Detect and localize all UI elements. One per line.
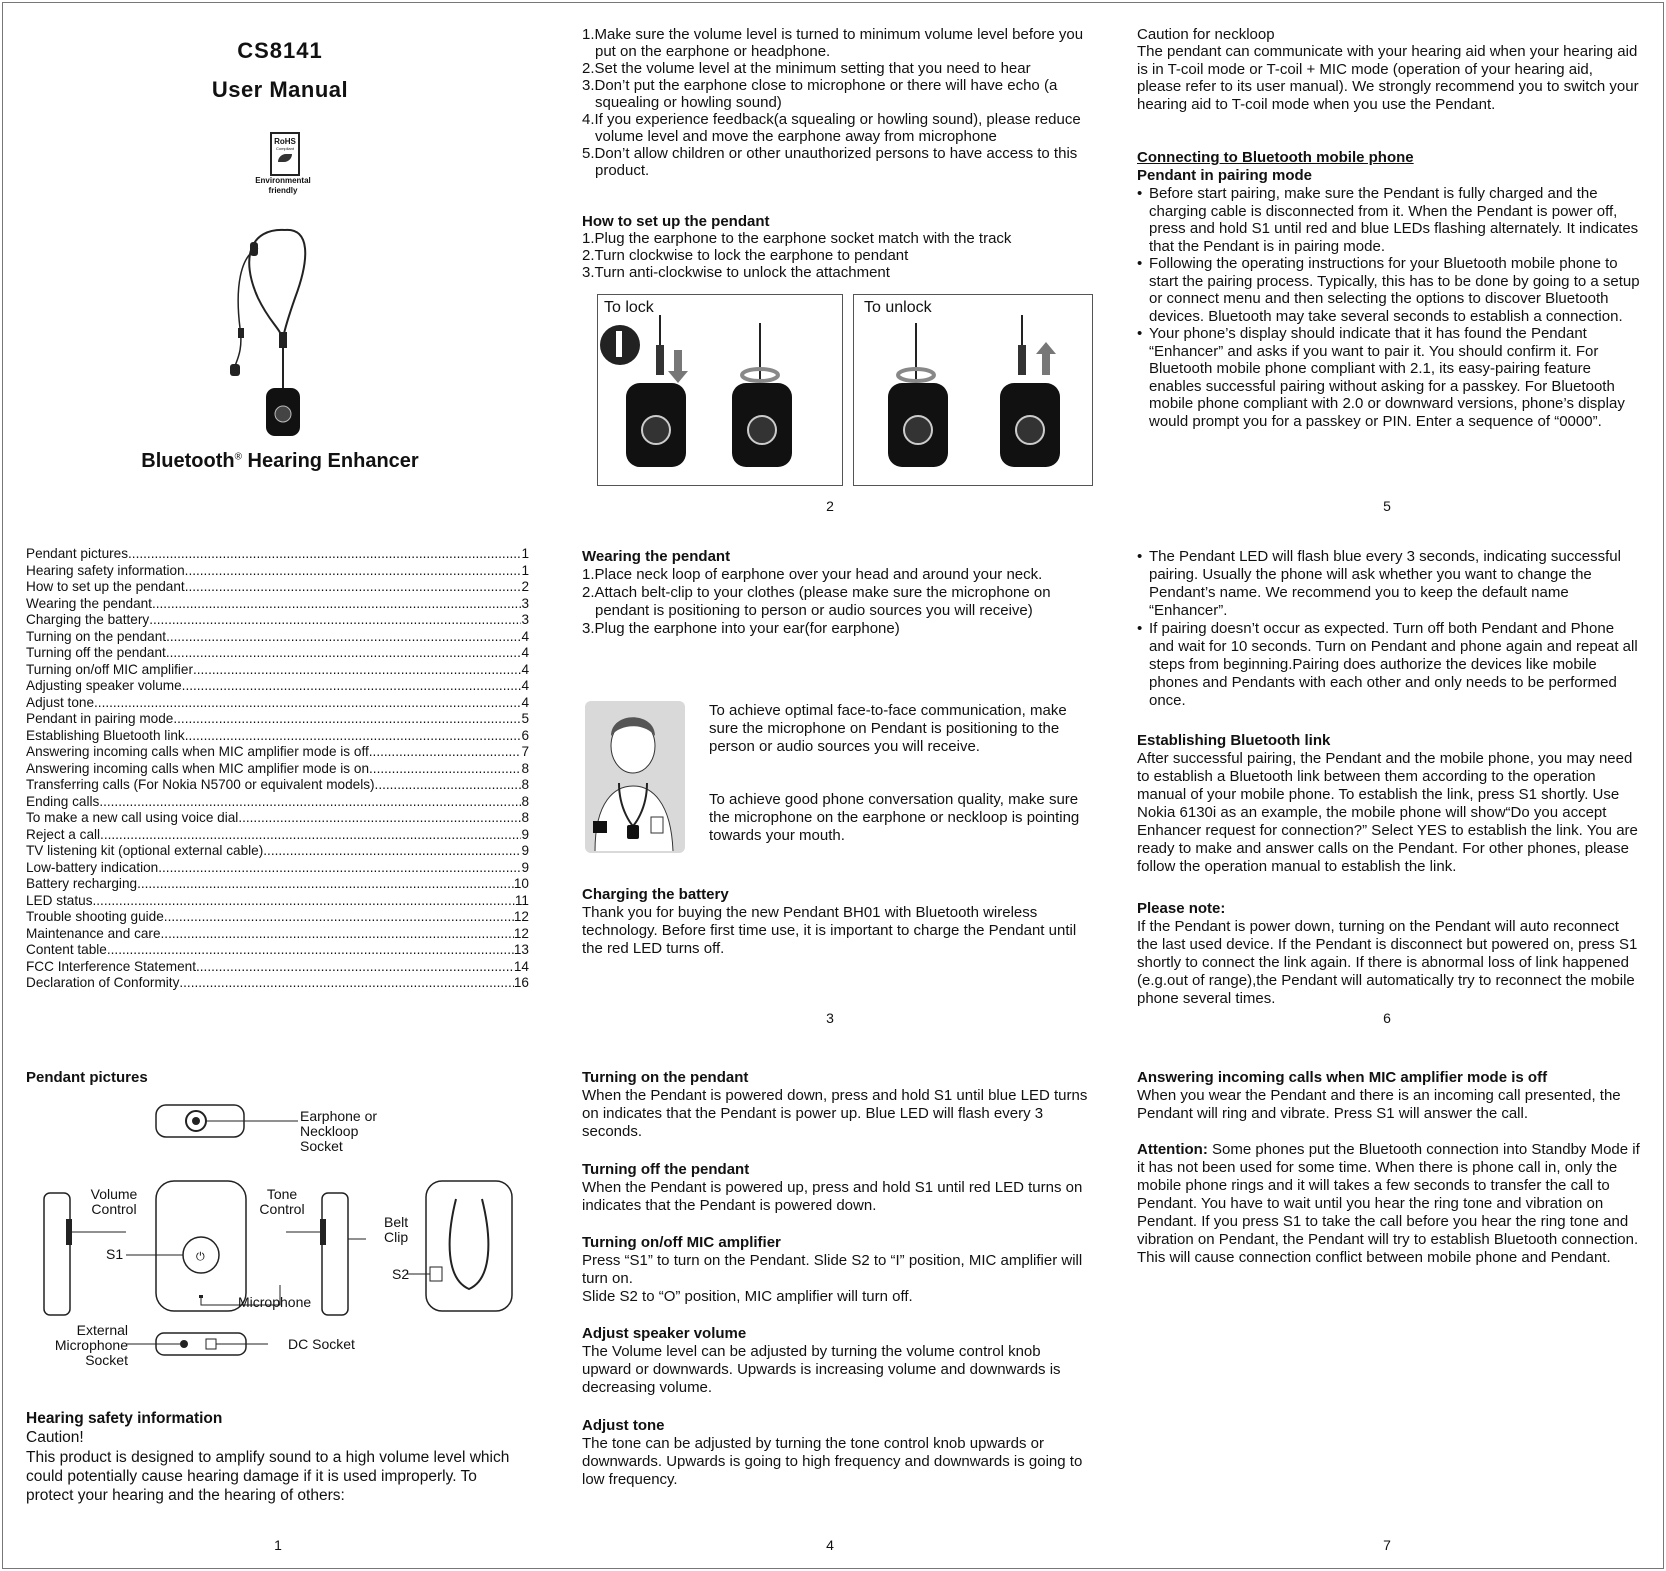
- external-mic-label: External Microphone Socket: [54, 1322, 128, 1368]
- toc-entry-label: Charging the battery: [26, 612, 150, 627]
- toc-entry-page: 16: [513, 975, 529, 990]
- safety-heading: Hearing safety information: [26, 1410, 223, 1427]
- s2-label: S2: [392, 1266, 410, 1282]
- list-item: 3.Turn anti-clockwise to unlock the attachment: [582, 264, 890, 281]
- toc-entry-label: Transferring calls (For Nokia N5700 or equivalent models): [26, 777, 375, 792]
- toc-entry-label: Trouble shooting guide: [26, 909, 164, 924]
- toc-entry: [26, 728, 529, 745]
- toc-entry: [26, 612, 529, 629]
- page-number: 6: [1383, 1010, 1391, 1026]
- toc-entry-page: 13: [513, 942, 529, 957]
- toc-leader: [161, 926, 514, 943]
- toc-leader: [238, 810, 521, 827]
- manual-title: User Manual: [211, 77, 349, 102]
- caution-text: The pendant can communicate with your hearing aid when your hearing aid is in T-coil mode or T-coil + MIC mode (operation of your hearing aid, please refer to its user manual). We strongly recommend you to switch your hearing aid to T-coil mode when you use the Pendant.: [1137, 43, 1639, 113]
- toc-entry: [26, 959, 529, 976]
- toc-entry-page: 12: [513, 909, 529, 924]
- page-number: 3: [826, 1010, 834, 1026]
- toc-entry-label: Answering incoming calls when MIC amplifier mode is off: [26, 744, 369, 759]
- toc-entry-label: LED status: [26, 892, 93, 908]
- charging-text: Thank you for buying the new Pendant BH01 with Bluetooth wireless technology. Before first time use, it is important to charge the Pendant until the red LED turns off.: [582, 904, 1077, 957]
- toc-leader: [263, 843, 521, 860]
- toc-entry: [26, 579, 529, 596]
- svg-text:⏻: ⏻: [196, 1251, 205, 1263]
- toc-leader: [107, 942, 514, 959]
- pairing-heading: Pendant in pairing mode: [1137, 167, 1313, 184]
- toc-entry: [26, 843, 529, 860]
- toc-entry-page: 4: [521, 661, 529, 677]
- toc-entry: [26, 942, 529, 959]
- toc-entry-page: 9: [521, 826, 529, 842]
- toc-entry: [26, 893, 529, 910]
- friendly-label: friendly: [268, 186, 298, 195]
- toc-entry-label: Hearing safety information: [26, 562, 185, 578]
- pairing-result-list: [1137, 548, 1641, 710]
- toc-entry: [26, 827, 529, 844]
- to-lock-label: To lock: [604, 299, 654, 316]
- charging-heading: Charging the battery: [582, 886, 729, 903]
- pendant-diagram: [26, 1089, 536, 1359]
- toc-leader: [93, 893, 515, 910]
- volume-control-label: Volume Control: [90, 1186, 138, 1217]
- microphone-label: Microphone: [238, 1294, 312, 1310]
- toc-entry-page: 3: [521, 612, 529, 627]
- on-text: When the Pendant is powered down, press and hold S1 until blue LED turns on indicates that the Pendant is power up. Blue LED will flash every 3 seconds.: [582, 1087, 1088, 1140]
- toc-entry-page: 8: [521, 793, 529, 809]
- toc-entry: [26, 909, 529, 926]
- toc-entry-label: Maintenance and care: [26, 925, 161, 941]
- list-item: • Before start pairing, make sure the Pendant is fully charged and the charging cable is disconnected from it. When the Pendant is power off, press and hold S1 until red and blue LEDs flashing alternately. It indicates that the Pendant is in pairing mode.: [1137, 185, 1641, 255]
- cover-panel: [20, 20, 540, 500]
- page-7: [1137, 1069, 1641, 1559]
- toc-entry-label: Turning off the pendant: [26, 645, 166, 660]
- list-item: • If pairing doesn’t occur as expected. Turn off both Pendant and Phone and wait for 10 seconds. Turn on Pendant and phone again and repeat all steps from beginning.Pairing does authorize the devices like mobile phones and Pendants with each other and only needs to be performed once.: [1137, 620, 1641, 710]
- toc-entry-page: 2: [521, 579, 529, 594]
- tone-text: The tone can be adjusted by turning the tone control knob upwards or downwards. Upwards is going to high frequency and downwards is going to low frequency.: [582, 1435, 1083, 1488]
- list-item: 2.Set the volume level at the minimum setting that you need to hear: [582, 60, 1031, 77]
- toc-leader: [369, 761, 521, 778]
- hearing-enhancer-illustration: [210, 218, 340, 463]
- tone-control-label: Tone Control: [259, 1186, 305, 1217]
- toc-leader: [99, 794, 521, 811]
- toc-entry: [26, 678, 529, 695]
- toc-entry: [26, 662, 529, 679]
- toc-entry-page: 4: [521, 678, 529, 693]
- toc-entry-label: Answering incoming calls when MIC amplifier mode is on: [26, 760, 370, 776]
- toc-leader: [158, 860, 521, 877]
- toc-leader: [369, 744, 522, 761]
- safety-text: This product is designed to amplify sound to a high volume level which could potentially cause hearing damage if it is used improperly. To protect your hearing and the hearing of others:: [26, 1449, 510, 1504]
- pairing-list: [1137, 185, 1641, 430]
- toc-entry: [26, 711, 529, 728]
- safety-list: [582, 26, 1090, 179]
- page-number: 2: [826, 498, 834, 514]
- toc-entry-page: 12: [513, 925, 529, 941]
- list-item: 5.Don’t allow children or other unauthorized persons to have access to this product.: [582, 145, 1078, 179]
- page-number: 7: [1383, 1537, 1391, 1553]
- page-number: 5: [1383, 498, 1391, 514]
- toc-entry-label: TV listening kit (optional external cable): [26, 843, 264, 858]
- unlock-diagram: [853, 294, 1093, 486]
- unlock-steps-illustration: [854, 295, 1092, 485]
- toc-entry-label: Turning on the pendant: [26, 628, 167, 644]
- lock-steps-illustration: [598, 295, 842, 485]
- toc-entry-page: 9: [521, 843, 529, 858]
- toc-entry-page: 14: [513, 958, 529, 974]
- toc-leader: [137, 876, 514, 893]
- wearing-list: [582, 566, 1090, 638]
- toc-leader: [185, 728, 522, 745]
- toc-entry: [26, 975, 529, 992]
- rohs-logo: RoHS Compliant: [270, 132, 300, 176]
- toc-entry: [26, 645, 529, 662]
- toc-entry-label: Battery recharging: [26, 876, 138, 891]
- toc-entry-label: To make a new call using voice dial: [26, 810, 239, 825]
- tip-face-to-face: To achieve optimal face-to-face communication, make sure the microphone on Pendant is positioning to the person or audio sources you will receive.: [709, 702, 1067, 755]
- toc-entry-label: Adjusting speaker volume: [26, 678, 182, 693]
- toc-entry-label: Ending calls: [26, 793, 100, 809]
- toc-leader: [185, 579, 522, 596]
- answering-heading: Answering incoming calls when MIC amplifier mode is off: [1137, 1069, 1548, 1086]
- toc-entry-label: Pendant pictures: [26, 546, 129, 561]
- connect-heading: Connecting to Bluetooth mobile phone: [1137, 149, 1414, 166]
- attention-text: Attention: Some phones put the Bluetooth connection into Standby Mode if it has not been used for some time. When there is phone call in, only the mobile phone rings and it will takes a few seconds to transfer the call to Pendant. You have to wait until you hear the ring tone and vibration on Pendant. If you press S1 to take the call before you hear the ring tone and vibration on Pendant, the Pendant will try to establish Bluetooth connection. This will cause connection conflict between mobile phone and Pendant.: [1137, 1141, 1640, 1266]
- toc-leader: [185, 563, 522, 580]
- page-5: [1137, 26, 1641, 516]
- tip-phone-quality: To achieve good phone conversation quality, make sure the microphone on the earphone or neckloop is pointing towards your mouth.: [709, 791, 1080, 844]
- toc-leader: [375, 777, 522, 794]
- pictures-heading: Pendant pictures: [26, 1069, 148, 1086]
- lock-diagram: [597, 294, 843, 486]
- toc-entry: [26, 744, 529, 761]
- page-4: [582, 1069, 1092, 1559]
- setup-list: [582, 230, 1090, 281]
- toc-entry: [26, 810, 529, 827]
- toc-entry: [26, 926, 529, 943]
- toc-leader: [166, 645, 522, 662]
- caution-title: Caution for neckloop: [1137, 26, 1275, 43]
- s1-label: S1: [106, 1246, 124, 1262]
- list-item: 3.Plug the earphone into your ear(for earphone): [582, 620, 900, 637]
- toc-entry-page: 7: [521, 744, 529, 759]
- toc-entry: [26, 794, 529, 811]
- list-item: 2.Attach belt-clip to your clothes (please make sure the microphone on pendant is positioning to person or audio sources you will receive): [582, 584, 1051, 619]
- toc-entry-page: 10: [513, 876, 529, 891]
- toc-entry: [26, 761, 529, 778]
- toc-entry-label: Adjust tone: [26, 694, 95, 710]
- link-text: After successful pairing, the Pendant and the mobile phone, you may need to establish a Bluetooth link between them according to the operation manual of your mobile phone. To establish the link, press S1 shortly. Use Nokia 6130i as an example, the mobile phone will show“Do you accept Enhancer request for connection?” Select YES to establish the link. You are ready to make and answer calls on the Pendant. For other phones, please follow the operation manual to establish the link.: [1137, 750, 1638, 875]
- toc-entry: [26, 876, 529, 893]
- environment-label: Environmental: [255, 176, 311, 185]
- toc-entry-label: Reject a call: [26, 826, 101, 842]
- toc-entry: [26, 629, 529, 646]
- page-3: [582, 548, 1092, 1028]
- toc-entry-page: 5: [521, 711, 529, 726]
- on-heading: Turning on the pendant: [582, 1069, 749, 1086]
- toc-entry-page: 8: [521, 810, 529, 825]
- toc-entry-page: 11: [514, 892, 529, 908]
- toc-entry-page: 1: [521, 546, 529, 561]
- leaf-icon: [278, 154, 292, 162]
- page-number: 4: [826, 1537, 834, 1553]
- toc-entry-label: Declaration of Conformity: [26, 975, 180, 990]
- table-of-contents: [26, 546, 529, 992]
- toc-leader: [149, 612, 521, 629]
- belt-clip-label: Belt Clip: [384, 1214, 409, 1245]
- off-heading: Turning off the pendant: [582, 1161, 750, 1178]
- toc-leader: [179, 975, 514, 992]
- note-text: If the Pendant is power down, turning on the Pendant will auto reconnect the last used device. If the Pendant is disconnect but powered on, press S1 shortly to connect the link again. If there is abnormal loss of link happened (e.g.out of range),the Pendant will automatically try to reconnect the mobile phone several times.: [1137, 918, 1638, 1007]
- toc-entry: [26, 860, 529, 877]
- list-item: 1.Plug the earphone to the earphone socket match with the track: [582, 230, 1012, 247]
- page-1: [26, 1069, 536, 1559]
- toc-entry: [26, 596, 529, 613]
- toc-leader: [100, 827, 521, 844]
- mic-heading: Turning on/off MIC amplifier: [582, 1234, 781, 1251]
- toc-entry-page: 4: [521, 645, 529, 660]
- toc-entry-label: How to set up the pendant: [26, 579, 185, 594]
- volume-text: The Volume level can be adjusted by turning the volume control knob upward or downwards. Upwards is increasing volume and downwards is decreasing volume.: [582, 1343, 1061, 1396]
- wearing-illustration: [585, 701, 685, 853]
- link-heading: Establishing Bluetooth link: [1137, 732, 1331, 749]
- model-number: CS8141: [237, 38, 323, 63]
- toc-leader: [164, 909, 514, 926]
- list-item: 3.Don’t put the earphone close to microphone or there will have echo (a squealing or howling sound): [582, 77, 1058, 111]
- toc-entry-page: 4: [521, 628, 529, 644]
- list-item: • Your phone’s display should indicate that it has found the Pendant “Enhancer” and asks if you want to pair it. You should confirm it. For Bluetooth mobile phone compliant with 2.1, its easy-pairing feature enables successful pairing without asking for a passkey. For Bluetooth mobile phone compliant with 2.0 or downward versions, phone’s display would prompt you for a passkey or PIN. Enter a sequence of “0000”.: [1137, 325, 1641, 430]
- caution-label: Caution!: [26, 1429, 84, 1446]
- toc-entry: [26, 777, 529, 794]
- toc-entry-page: 9: [521, 859, 529, 875]
- toc-entry-page: 8: [521, 760, 529, 776]
- list-item: • The Pendant LED will flash blue every 3 seconds, indicating successful pairing. Usually the phone will ask whether you want to change the Pendant’s name. We recommend you to keep the default name “Enhancer”.: [1137, 548, 1641, 620]
- toc-entry-label: Turning on/off MIC amplifier: [26, 661, 193, 677]
- toc-leader: [182, 678, 522, 695]
- page-6: [1137, 548, 1641, 1028]
- wearing-heading: Wearing the pendant: [582, 548, 731, 565]
- volume-heading: Adjust speaker volume: [582, 1325, 747, 1342]
- toc-entry-label: Low-battery indication: [26, 859, 159, 875]
- toc-leader: [196, 959, 514, 976]
- toc-entry-page: 4: [521, 694, 529, 710]
- off-text: When the Pendant is powered up, press and hold S1 until red LED turns on indicates that the Pendant is powered down.: [582, 1179, 1083, 1214]
- list-item: 4.If you experience feedback(a squealing or howling sound), please reduce volume level and move the earphone away from microphone: [582, 111, 1081, 145]
- setup-heading: How to set up the pendant: [582, 213, 770, 230]
- page-number: 1: [274, 1537, 282, 1553]
- earphone-socket-label: Earphone or Neckloop Socket: [300, 1108, 378, 1154]
- list-item: 1.Place neck loop of earphone over your head and around your neck.: [582, 566, 1043, 583]
- toc-entry: [26, 695, 529, 712]
- mic-text-on: Press “S1” to turn on the Pendant. Slide S2 to “I” position, MIC amplifier will turn on.: [582, 1252, 1083, 1287]
- toc-entry-page: 8: [521, 777, 529, 792]
- dc-socket-label: DC Socket: [288, 1336, 355, 1352]
- page-2: [582, 26, 1092, 516]
- toc-leader: [128, 546, 521, 563]
- mic-text-off: Slide S2 to “O” position, MIC amplifier will turn off.: [582, 1288, 913, 1305]
- toc-entry-page: 1: [521, 562, 529, 578]
- toc-leader: [173, 711, 521, 728]
- toc-entry-label: Content table: [26, 942, 107, 957]
- answering-text: When you wear the Pendant and there is an incoming call presented, the Pendant will ring and vibrate. Press S1 will answer the call.: [1137, 1087, 1621, 1122]
- toc-entry-label: Pendant in pairing mode: [26, 711, 174, 726]
- list-item: 1.Make sure the volume level is turned to minimum volume level before you put on the earphone or headphone.: [582, 26, 1084, 60]
- toc-entry: [26, 563, 529, 580]
- toc-leader: [152, 596, 521, 613]
- toc-entry: [26, 546, 529, 563]
- toc-leader: [193, 662, 521, 679]
- note-heading: Please note:: [1137, 900, 1226, 917]
- toc-leader: [166, 629, 521, 646]
- to-unlock-label: To unlock: [864, 299, 932, 316]
- toc-entry-label: Establishing Bluetooth link: [26, 727, 185, 743]
- list-item: 2.Turn clockwise to lock the earphone to pendant: [582, 247, 909, 264]
- toc-entry-label: FCC Interference Statement: [26, 958, 196, 974]
- toc-entry-label: Wearing the pendant: [26, 595, 152, 611]
- toc-entry-page: 3: [521, 595, 529, 611]
- list-item: • Following the operating instructions for your Bluetooth mobile phone to start the pairing process. Typically, this has to be done by going to a setup or connect menu and then selecting the options to discover Bluetooth devices. Bluetooth may take several seconds to establish a connection.: [1137, 255, 1641, 325]
- tone-heading: Adjust tone: [582, 1417, 665, 1434]
- toc-entry-page: 6: [521, 727, 529, 743]
- product-name: Bluetooth® Hearing Enhancer: [141, 450, 419, 472]
- toc-leader: [94, 695, 521, 712]
